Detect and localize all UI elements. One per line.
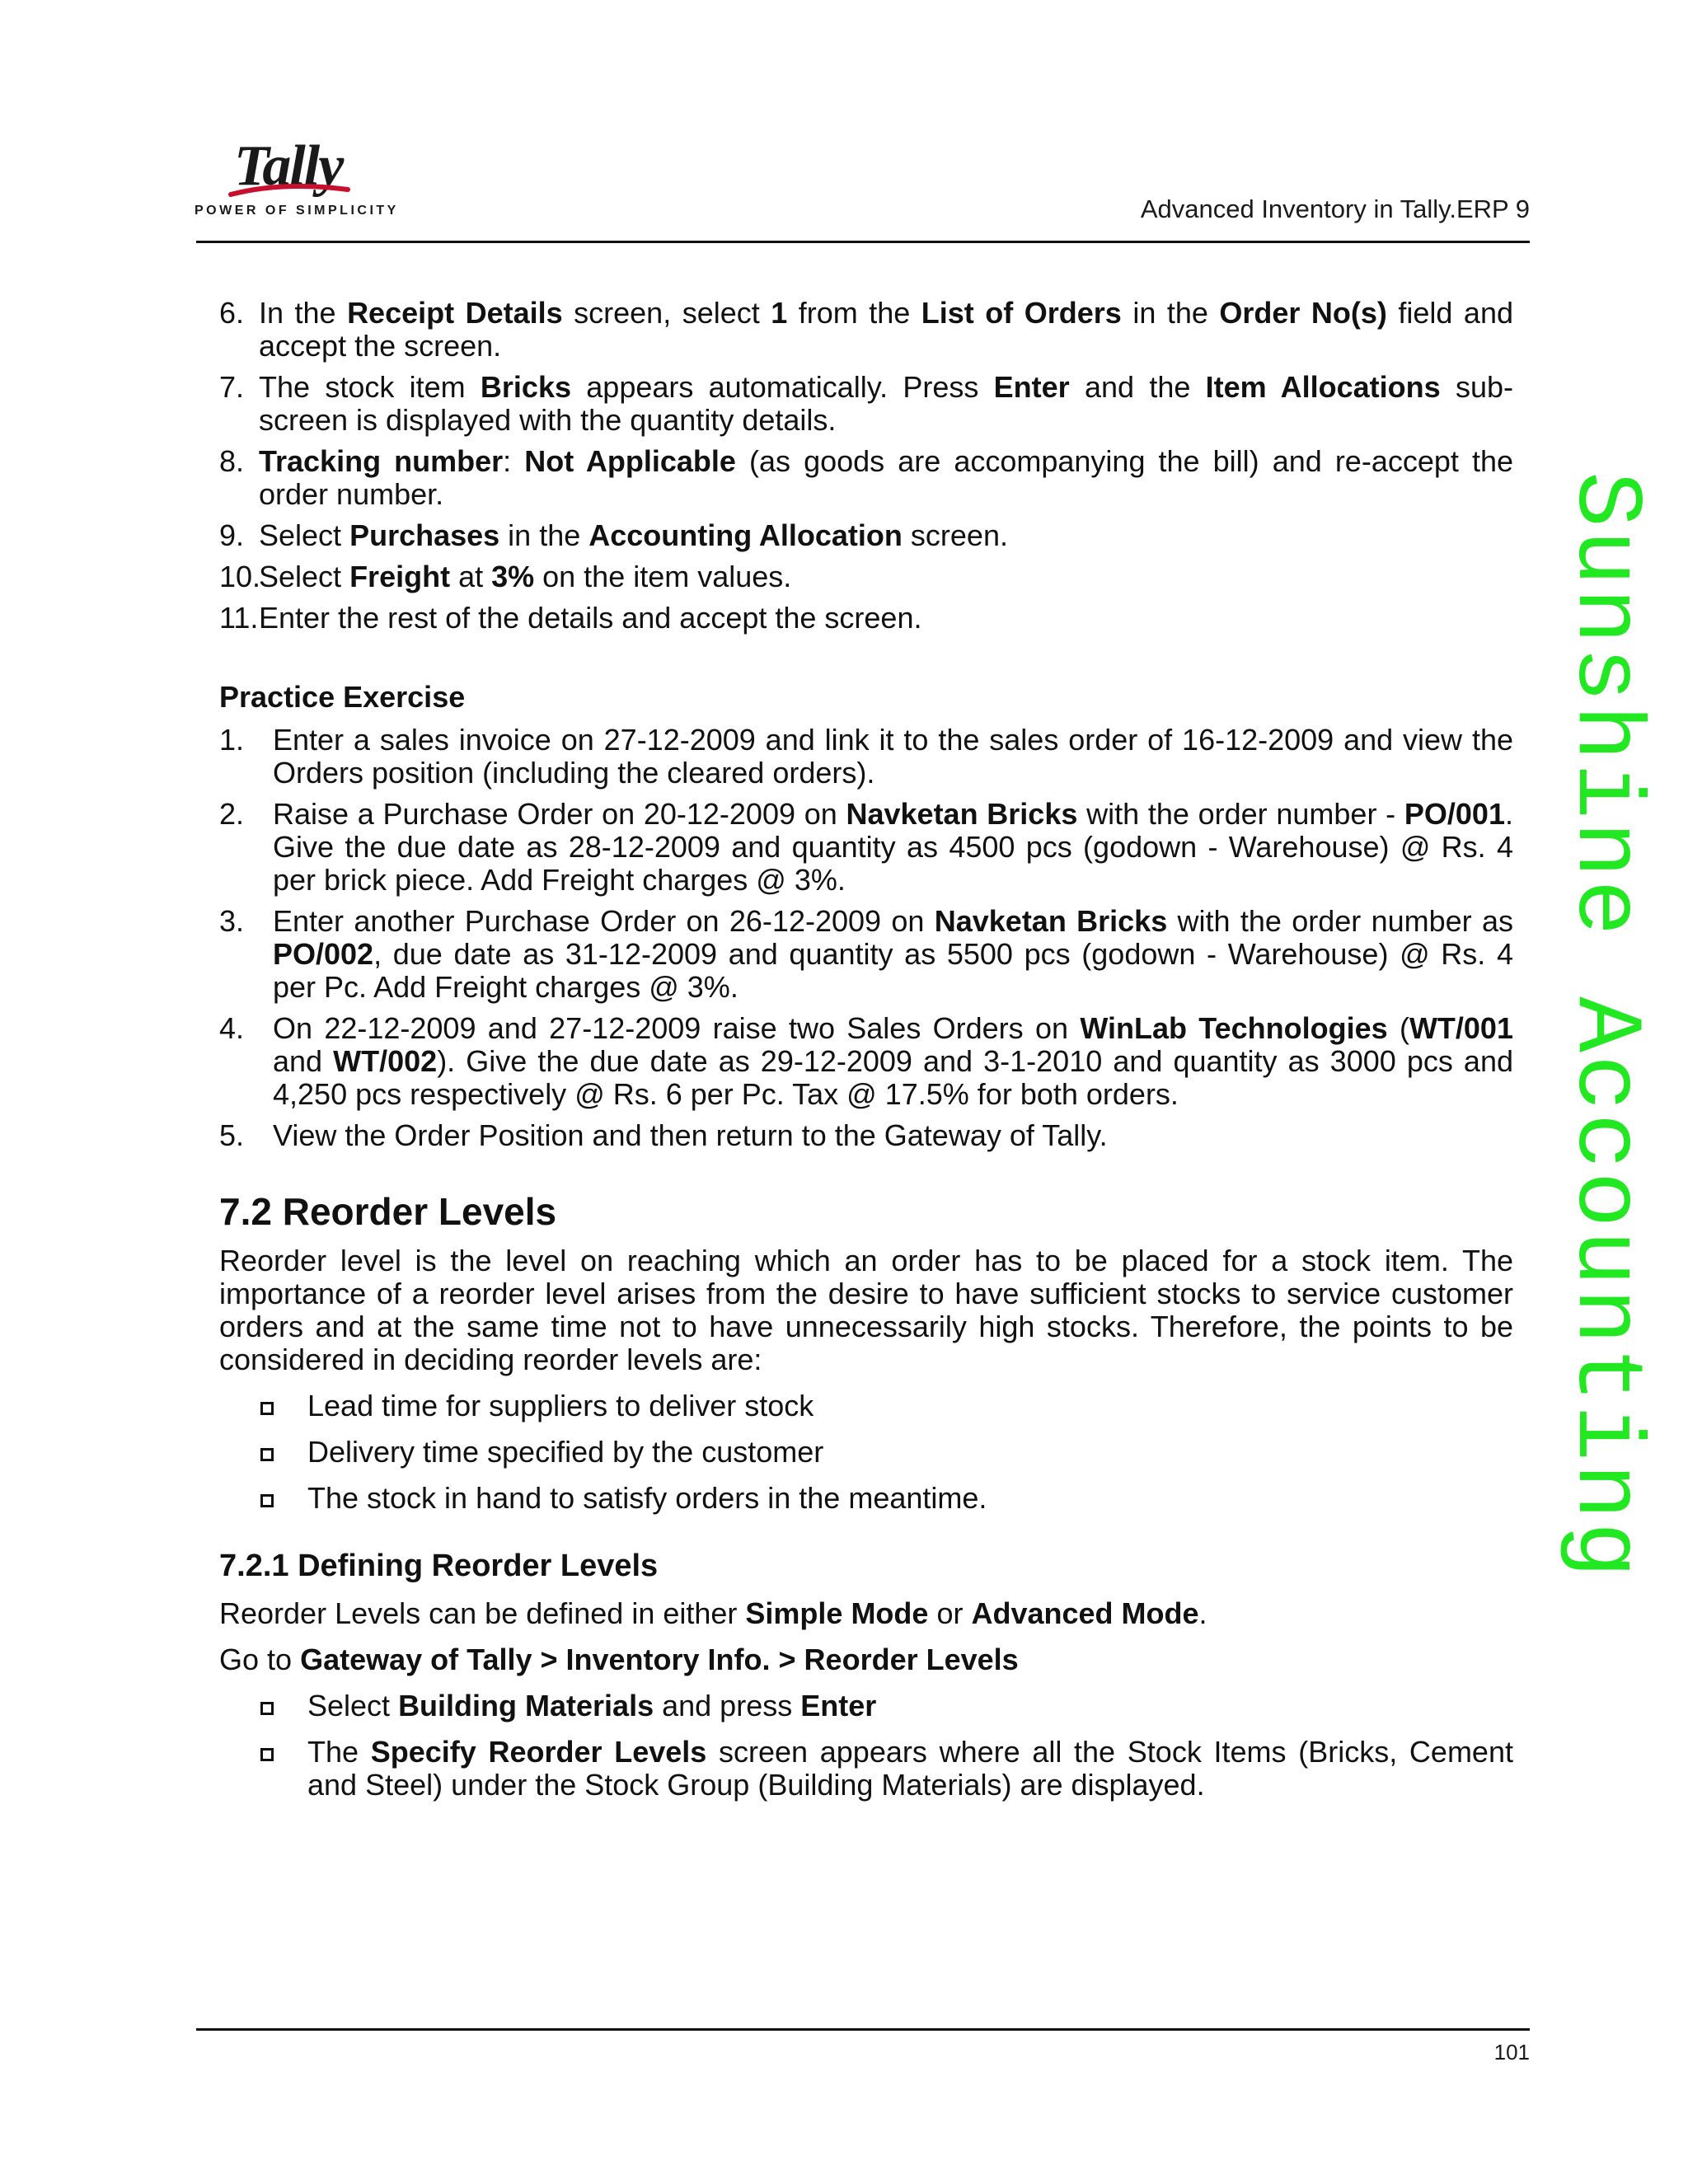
page-content xyxy=(219,297,1513,1815)
list-item: 7. The stock item Bricks appears automatically. Press Enter and the Item Allocations sub-screen is displayed with the quantity details. xyxy=(219,370,1513,437)
logo-tagline: POWER OF SIMPLICITY xyxy=(195,204,399,218)
square-bullet-icon xyxy=(260,1702,274,1715)
list-item: 6. In the Receipt Details screen, select 1 from the List of Orders in the Order No(s) field and accept the screen. xyxy=(219,296,1513,363)
list-item: 1. Enter a sales invoice on 27-12-2009 and link it to the sales order of 16-12-2009 and view the Orders position (including the cleared orders). xyxy=(219,723,1513,790)
steps-list xyxy=(219,297,1513,635)
watermark: Sunshine Accounting xyxy=(1552,471,1658,1581)
list-item: Select Building Materials and press Enter xyxy=(219,1690,1513,1722)
list-item: The Specify Reorder Levels screen appears where all the Stock Items (Bricks, Cement and Steel) under the Stock Group (Building Materials) are displayed. xyxy=(219,1736,1513,1802)
list-item: 3. Enter another Purchase Order on 26-12-2009 on Navketan Bricks with the order number as PO/002, due date as 31-12-2009 and quantity as 5500 pcs (godown - Warehouse) @ Rs. 4 per Pc. Add Freight charges @ 3%. xyxy=(219,904,1514,1004)
bullet-list xyxy=(219,1690,1513,1802)
list-item: 11. Enter the rest of the details and accept the screen. xyxy=(219,601,922,635)
logo-swoosh-icon xyxy=(227,181,351,198)
section-heading: 7.2 Reorder Levels xyxy=(219,1190,557,1233)
list-item: The stock in hand to satisfy orders in the meantime. xyxy=(219,1482,1513,1515)
navigation-path: Go to Gateway of Tally > Inventory Info. > Reorder Levels xyxy=(219,1643,1019,1676)
footer-rule xyxy=(196,2028,1530,2031)
tally-logo xyxy=(195,134,399,224)
practice-heading: Practice Exercise xyxy=(219,680,466,714)
list-item: 5. View the Order Position and then return to the Gateway of Tally. xyxy=(219,1118,1108,1152)
list-item: 2. Raise a Purchase Order on 20-12-2009 on Navketan Bricks with the order number - PO/001. Give the due date as 28-12-2009 and quantity as 4500 pcs (godown - Warehouse) @ Rs. 4 per brick piece. Add Freight charges @ 3%. xyxy=(219,797,1513,897)
list-item: Delivery time specified by the customer xyxy=(219,1436,1513,1469)
list-item: 8. Tracking number: Not Applicable (as goods are accompanying the bill) and re-accept the order number. xyxy=(219,444,1513,511)
section-intro: Reorder level is the level on reaching which an order has to be placed for a stock item. The importance of a reorder level arises from the desire to have sufficient stocks to service customer orders and at the same time not to have unnecessarily high stocks. Therefore, the points to be considered in deciding reorder levels are: xyxy=(219,1244,1513,1376)
logo-wordmark: Tally xyxy=(234,134,343,198)
list-item: 9. Select Purchases in the Accounting Allocation screen. xyxy=(219,518,1008,552)
square-bullet-icon xyxy=(260,1748,274,1761)
list-item: 10. Select Freight at 3% on the item values. xyxy=(219,560,792,593)
square-bullet-icon xyxy=(260,1402,274,1415)
practice-list xyxy=(219,724,1513,1152)
paragraph: Reorder Levels can be defined in either Simple Mode or Advanced Mode. xyxy=(219,1596,1207,1630)
header-title: Advanced Inventory in Tally.ERP 9 xyxy=(1140,194,1530,223)
square-bullet-icon xyxy=(260,1448,274,1461)
list-item: 4. On 22-12-2009 and 27-12-2009 raise two Sales Orders on WinLab Technologies (WT/001 and WT/002). Give the due date as 29-12-2009 and 3-1-2010 and quantity as 3000 pcs and 4,250 pcs respectively @ Rs. 6 per Pc. Tax @ 17.5% for both orders. xyxy=(219,1011,1513,1111)
list-item: Lead time for suppliers to deliver stock xyxy=(219,1390,1513,1422)
square-bullet-icon xyxy=(260,1494,274,1507)
subsection-heading: 7.2.1 Defining Reorder Levels xyxy=(219,1549,659,1583)
header-rule xyxy=(196,241,1530,243)
bullet-list xyxy=(219,1390,1513,1515)
page-number: 101 xyxy=(1493,2040,1530,2064)
